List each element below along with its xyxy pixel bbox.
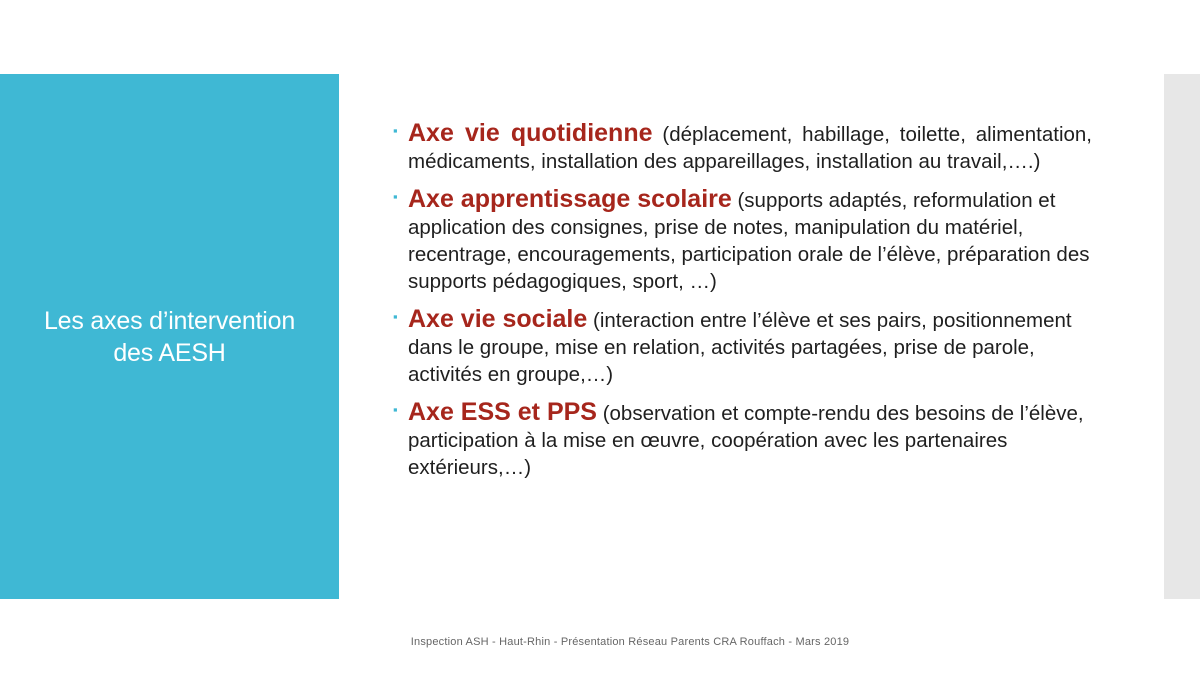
- side-bar-decoration: [1164, 74, 1200, 599]
- axis-description: (supports adaptés, reformulation et application des consignes, prise de notes, manipulation du matériel, recentrage, encouragements, participation orale de l’élève, préparation des supports pédagogiques, sport, …): [408, 189, 1090, 293]
- bullet-marker-icon: ▪: [393, 189, 398, 204]
- bullet-marker-icon: ▪: [393, 309, 398, 324]
- axis-heading: Axe vie quotidienne: [408, 119, 653, 147]
- bullet-item-vie-sociale: [392, 306, 1092, 388]
- axis-heading: Axe apprentissage scolaire: [408, 185, 732, 213]
- axis-description: (observation et compte-rendu des besoins de l’élève, participation à la mise en œuvre, coopération avec les partenaires extérieurs,…): [408, 402, 1084, 479]
- axis-heading: Axe vie sociale: [408, 305, 588, 333]
- slide-title-line-2: des AESH: [113, 338, 226, 367]
- bullet-item-ess-pps: [392, 399, 1092, 481]
- title-panel: [0, 74, 339, 599]
- slide-title-line-1: Les axes d’intervention: [43, 306, 296, 335]
- bullet-list: [392, 120, 1092, 492]
- slide-title: [44, 305, 295, 369]
- bullet-marker-icon: ▪: [393, 402, 398, 417]
- axis-heading: Axe ESS et PPS: [408, 398, 597, 426]
- bullet-marker-icon: ▪: [393, 123, 398, 138]
- bullet-item-vie-quotidienne: [392, 120, 1092, 175]
- slide-footer: Inspection ASH - Haut-Rhin - Présentation Réseau Parents CRA Rouffach - Mars 2019: [410, 636, 850, 648]
- axis-description: (déplacement, habillage, toilette, alimentation, médicaments, installation des appareillages, installation au travail,….): [408, 123, 1092, 173]
- axis-description: (interaction entre l’élève et ses pairs, positionnement dans le groupe, mise en relation, activités partagées, prise de parole, activités en groupe,…): [408, 309, 1072, 386]
- bullet-item-apprentissage-scolaire: [392, 186, 1092, 295]
